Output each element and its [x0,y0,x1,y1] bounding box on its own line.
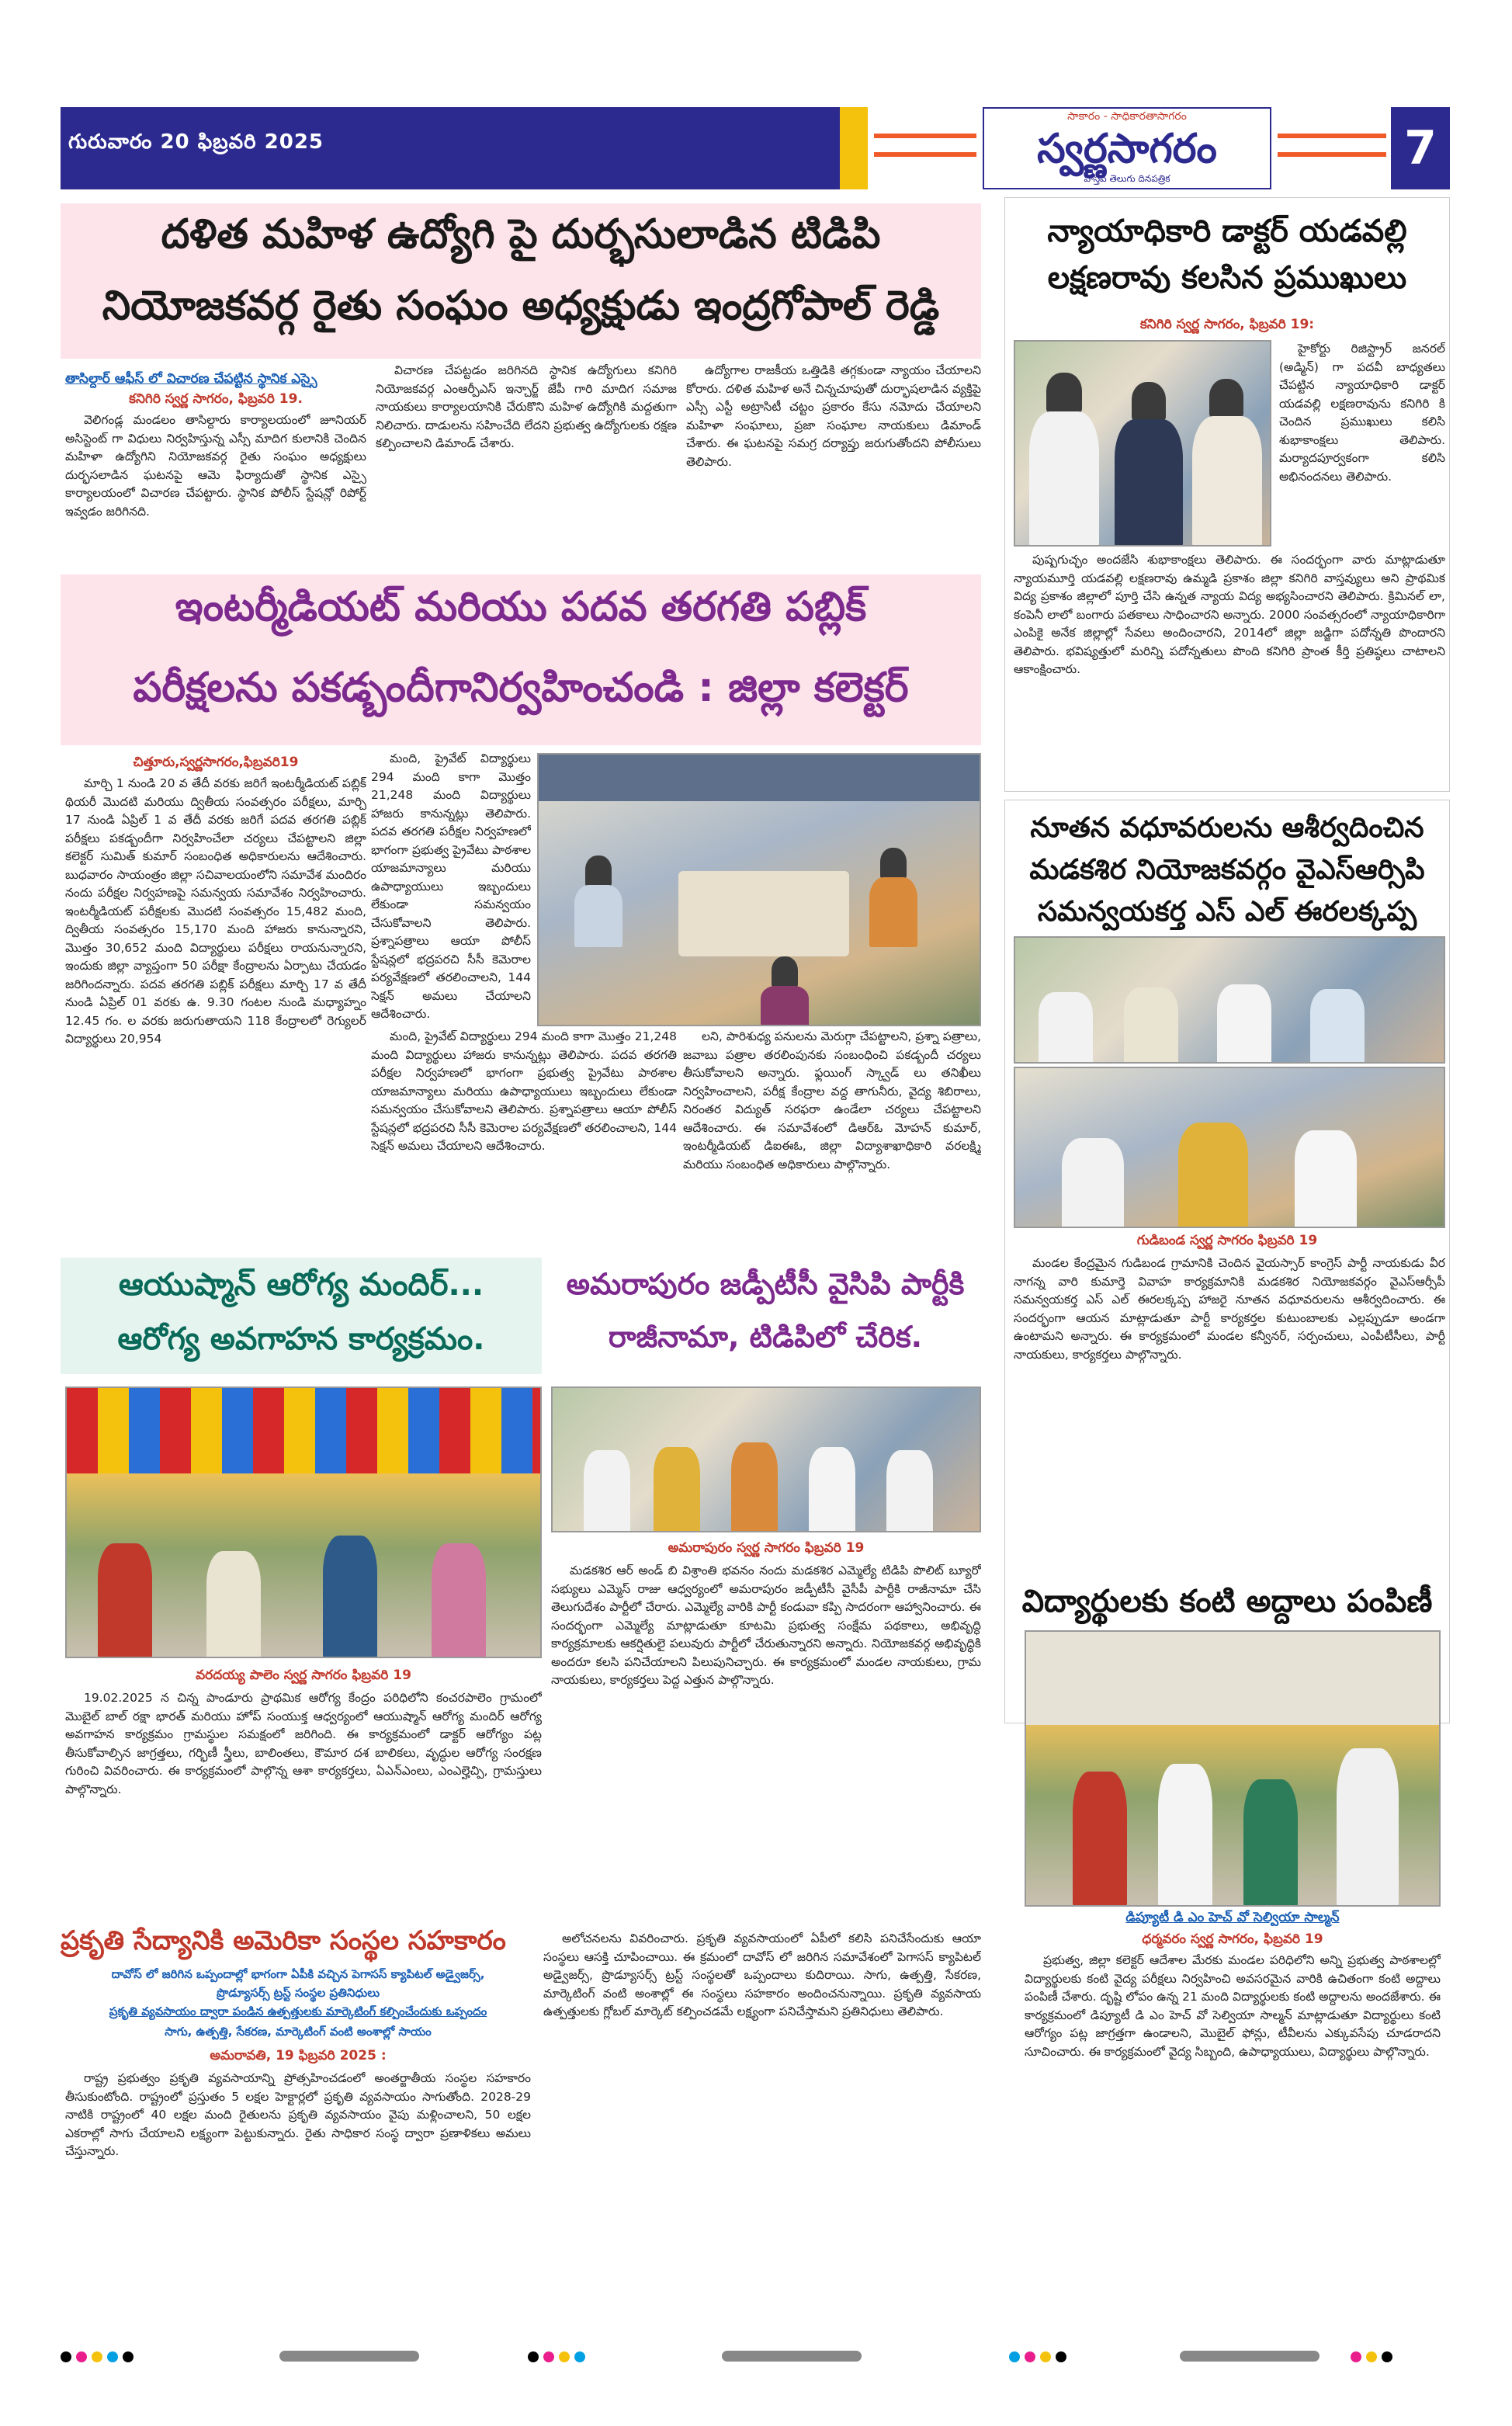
subheadline: దావోస్ లో జరిగిన ఒప్పందాల్లో భాగంగా ఏపీకి వచ్చిన పెగాసస్ క్యాపిటల్ అడ్వైజర్స్, [111,1967,485,1981]
logo-name: స్వర్ణసాగరం [1037,125,1217,172]
article-title: న్యాయాధికారి డాక్టర్ యడవల్లి లక్షణరావు కలసిన ప్రముఖులు [1047,213,1407,296]
dateline: అమరాపురం స్వర్ణ సాగరం ఫిబ్రవరి 19 [668,1540,865,1556]
news-photo [65,1387,542,1658]
article-column [65,775,366,1245]
headline-line1: అమరాపురం జడ్పీటీసీ వైసిపి పార్టీకి [566,1267,965,1301]
article-column [1014,1255,1445,1553]
news-photo [1014,1067,1445,1228]
article-title: విద్యార్థులకు కంటి అద్దాలు పంపిణీ [1021,1584,1433,1619]
photo-caption: డిప్యూటీ డి ఎం హెచ్ వో సెల్వియా సాల్మన్ [1125,1910,1340,1925]
dateline: గుడిబండ స్వర్ణ సాగరం ఫిబ్రవరి 19 [1136,1233,1318,1248]
article-column [551,1562,981,1913]
article-text: అలోచనలను వివరించారు. ప్రకృతి వ్యవసాయంలో ఏపీలో కలిసి పనిచేసేందుకు ఆయా సంస్థలు ఆసక్తి చూపించాయి. ఈ క్రమంలో దావోస్ లో జరిగిన సమావేశంలో పెగాసస్ క్యాపిటల్ అడ్వైజర్స్, ప్రొడ్యూసర్స్ ట్రస్ట్ సంస్థలతో ఒప్పందాలు కుదిరాయి. సాగు, ఉత్పత్తి, సేకరణ, మార్కెటింగ్ వంటి అంశాల్లో ఈ సంస్థలు సహకారం అందించనున్నాయి. ప్రకృతి వ్యవసాయ ఉత్పత్తులకు గ్లోబల్ మార్కెట్ కల్పించడమే లక్ష్యంగా పనిచేస్తామని ప్రతినిధులు తెలిపారు. [543,1931,981,2018]
article-text: ఉద్యోగాల రాజకీయ ఒత్తిడికి తగ్గకుండా న్యాయం చేయాలని కోరారు. దళిత మహిళ అనే చిన్నచూపుతో దుర్భాషలాడిన వ్యక్తిపై ఎస్సీ ఎస్టీ అట్రాసిటీ చట్టం ప్రకారం కేసు నమోదు చేయాలని మహిళా సంఘాలు, ప్రజా సంఘాల నాయకులు డిమాండ్ చేశారు. ఈ ఘటనపై సమగ్ర దర్యాప్తు జరుగుతోందని పోలీసులు తెలిపారు. [686,363,981,469]
article-text: మార్చి 1 నుండి 20 వ తేదీ వరకు జరిగే ఇంటర్మీడియట్ పబ్లిక్ థియరీ మొదటి మరియు ద్వితీయ సంవత్సరం పరీక్షలు, మార్చి 17 నుండి ఏప్రిల్ 1 వ తేదీ వరకు జరిగే పదవ తరగతి పబ్లిక్ పరీక్షలు పకడ్బందీగా నిర్వహించేలా చర్యలు చేపట్టాలని జిల్లా కలెక్టర్ సుమిత్ కుమార్ సంబంధిత అధికారులను ఆదేశించారు. బుధవారం సాయంత్రం జిల్లా సచివాలయంలోని సమావేశ మందిరం నందు పరీక్షల నిర్వహణపై సమన్వయ సమావేశం నిర్వహించారు. ఇంటర్మీడియట్ పరీక్షలకు మొదటి సంవత్సరం 15,482 మంది, ద్వితీయ సంవత్సరం 15,170 మంది హాజరు కానున్నారని, మొత్తం 30,652 మంది విద్యార్థులు పరీక్షలు రాయనున్నారని, ఇందుకు జిల్లా వ్యాప్తంగా 50 పరీక్షా కేంద్రాలను ఏర్పాటు చేయడం జరిగిందన్నారు. పదవ తరగతి పబ్లిక్ పరీక్షలు మార్చి 17 వ తేదీ నుండి ఏప్రిల్ 01 వరకు ఉ. 9.30 గంటల నుండి మధ్యాహ్నం 12.45 గం. ల వరకు జరుగుతాయని 118 కేంద్రాలలో రెగ్యులర్ విద్యార్థులు 20,954 [65,776,366,1046]
article-column [683,1028,981,1245]
article-column [543,1930,981,2326]
headline-line2: నియోజకవర్గ రైతు సంఘం అధ్యక్షుడు ఇంద్రగోపాల్ రెడ్డి [102,283,940,329]
article-text: మంది, ప్రైవేట్ విద్యార్థులు 294 మంది కాగా మొత్తం 21,248 మంది విద్యార్థులు హాజరు కానున్నట్లు తెలిపారు. పదవ తరగతి పరీక్షల నిర్వహణలో భాగంగా ప్రభుత్వ ప్రైవేటు పాఠశాల యాజమాన్యాలు మరియు ఉపాధ్యాయులు ఇబ్బందులు లేకుండా సమన్వయం చేసుకోవాలని తెలిపారు. ప్రశ్నాపత్రాలు ఆయా పోలీస్ స్టేషన్లలో భద్రపరచి సీసీ కెమెరాల పర్యవేక్షణలో తరలించాలని, 144 సెక్షన్ అమలు చేయాలని ఆదేశించారు. [371,1029,677,1153]
article-column [371,750,531,1022]
article-title: నూతన వధూవరులను ఆశీర్వదించిన మడకశిర నియోజకవర్గం వైఎస్ఆర్సిపి సమన్వయకర్త ఎస్ ఎల్ ఈరలక్కప్ప [1029,812,1425,928]
issue-date: గురువారం 20 ఫిబ్రవరి 2025 [68,130,324,154]
article-text: మంది, ప్రైవేట్ విద్యార్థులు 294 మంది కాగా మొత్తం 21,248 మంది విద్యార్థులు హాజరు కానున్నట్లు తెలిపారు. పదవ తరగతి పరీక్షల నిర్వహణలో భాగంగా ప్రభుత్వ ప్రైవేటు పాఠశాల యాజమాన్యాలు మరియు ఉపాధ్యాయులు ఇబ్బందులు లేకుండా సమన్వయం చేసుకోవాలని తెలిపారు. ప్రశ్నాపత్రాలు ఆయా పోలీస్ స్టేషన్లలో భద్రపరచి సీసీ కెమెరాల పర్యవేక్షణలో తరలించాలని, 144 సెక్షన్ అమలు చేయాలని ఆదేశించారు. [371,751,531,1021]
article-text: ప్రభుత్వ, జిల్లా కలెక్టర్ ఆదేశాల మేరకు మండల పరిధిలోని అన్ని ప్రభుత్వ పాఠశాలల్లో విద్యార్థులకు కంటి వైద్య పరీక్షలు నిర్వహించి అవసరమైన వారికి ఉచితంగా కంటి అద్దాలు పంపిణీ చేశారు. దృష్టి లోపం ఉన్న 21 మంది విద్యార్థులకు కంటి అద్దాలను అందజేశారు. ఈ కార్యక్రమంలో డిప్యూటీ డి ఎం హెచ్ వో సెల్వియా సాల్మన్ మాట్లాడుతూ విద్యార్థులు కంటి ఆరోగ్యం పట్ల జాగ్రత్తగా ఉండాలని, మొబైల్ ఫోన్లు, టీవీలను ఎక్కువసేపు చూడరాదని సూచించారు. ఈ కార్యక్రమంలో వైద్య సిబ్బంది, ఉపాధ్యాయులు, విద్యార్థులు పాల్గొన్నారు. [1025,1953,1441,2059]
article-text: రాష్ట్ర ప్రభుత్వం ప్రకృతి వ్యవసాయాన్ని ప్రోత్సహించడంలో అంతర్జాతీయ సంస్థల సహకారం తీసుకుంటోంది. రాష్ట్రంలో ప్రస్తుతం 5 లక్షల హెక్టార్లలో ప్రకృతి వ్యవసాయం సాగుతోంది. 2028-29 నాటికి రాష్ట్రంలో 40 లక్షల మంది రైతులను ప్రకృతి వ్యవసాయం వైపు మళ్లించాలని, 50 లక్షల ఎకరాల్లో సాగు చేయాలని లక్ష్యంగా పెట్టుకున్నారు. రైతు సాధికార సంస్థ ద్వారా ప్రణాళికలు అమలు చేస్తున్నారు. [65,2071,531,2158]
subheadline: తాసిల్దార్ ఆఫీస్ లో విచారణ చేపట్టిన స్థానిక ఎస్సై [65,371,317,387]
article-text: 19.02.2025 న చిన్న పాండూరు ప్రాథమిక ఆరోగ్య కేంద్రం పరిధిలోని కంచరపాలెం గ్రామంలో మొబైల్ బాల్ రక్షా భారత్ మరియు హోప్ సంయుక్త ఆధ్వర్యంలో ఆయుష్మాన్ ఆరోగ్య మందిర్ ఆరోగ్య అవగాహన కార్యక్రమం గ్రామస్థుల సమక్షంలో జరిగింది. ఈ కార్యక్రమంలో డాక్టర్ ఆరోగ్యం పట్ల తీసుకోవాల్సిన జాగ్రత్తలు, గర్భిణీ స్త్రీలు, బాలింతలు, కౌమార దశ బాలికలు, వృద్ధుల ఆరోగ్య సంరక్షణ గురించి వివరించారు. ఈ కార్యక్రమంలో పాల్గొన్న ఆశా కార్యకర్తలు, ఏఎన్ఎంలు, ఎంఎల్హెచ్పి, గ్రామస్తులు పాల్గొన్నారు. [65,1691,542,1796]
article-column [376,362,677,567]
article-text: విచారణ చేపట్టడం జరిగినది స్థానిక ఉద్యోగులు కనిగిరి నియోజకవర్గ ఎంఆర్పీఎస్ ఇన్చార్జ్ జేపీ గారి మాదిగ సమాజ నాయకులు కార్యాలయానికి చేరుకొని మహిళ ఉద్యోగికి మద్దతుగా నిలిచారు. దాడులను సహించేది లేదని ప్రభుత్వ ఉద్యోగులకు రక్షణ కల్పించాలని డిమాండ్ చేశారు. [376,363,677,450]
print-marks [722,2351,862,2363]
article-text: హైకోర్టు రిజిస్ట్రార్ జనరల్ (అడ్మిన్) గా పదవీ బాధ్యతలు చేపట్టిన న్యాయాధికారి డాక్టర్ యడవల్లి లక్షణరావును కనిగిరి కి చెందిన ప్రముఖులు కలిసి శుభాకాంక్షలు తెలిపారు. మర్యాదపూర్వకంగా కలిసి అభినందనలు తెలిపారు. [1279,342,1445,484]
dateline: ధర్మవరం స్వర్ణ సాగరం, ఫిబ్రవరి 19 [1142,1931,1323,1947]
print-marks [279,2351,419,2363]
article-title: ప్రకృతి సేద్యానికి అమెరికా సంస్థల సహకారం [61,1925,506,1956]
headline-line2: పరీక్షలను పకడ్బందీగానిర్వహించండి : జిల్లా కలెక్టర్ [133,665,909,711]
subheadline: ప్రకృతి వ్యవసాయం ద్వారా పండిన ఉత్పత్తులకు మార్కెటింగ్ కల్పించేందుకు ఒప్పందం [109,2004,487,2018]
article-text: పుష్పగుచ్ఛం అందజేసి శుభాకాంక్షలు తెలిపారు. ఈ సందర్భంగా వారు మాట్లాడుతూ న్యాయమూర్తి యడవల్లి లక్షణరావు ఉమ్మడి ప్రకాశం జిల్లా కనిగిరి వాస్తవ్యులు అని ప్రాథమిక విద్య ప్రకాశం జిల్లాలో పూర్తి చేసి ఉన్నత న్యాయ విద్య అభ్యసించారని తెలిపారు. క్రిమినల్ లా, కంపెనీ లాలో బంగారు పతకాలు సాధించారని అన్నారు. 2000 సంవత్సరంలో న్యాయాధికారిగా ఎంపికై అనేక జిల్లాల్లో సేవలు అందించారని, 2014లో జిల్లా జడ్జిగా పదోన్నతి పొందారని తెలిపారు. భవిష్యత్తులో మరిన్ని పదోన్నతులు పొంది కనిగిరి ప్రాంత కీర్తి ప్రతిష్ఠలు చాటాలని ఆకాంక్షించారు. [1014,553,1445,676]
article-column [686,362,981,567]
article-text: మండల కేంద్రమైన గుడిబండ గ్రామానికి చెందిన వైయస్సార్ కాంగ్రెస్ పార్టీ నాయకుడు వీర నాగన్న వారి కుమార్తె వివాహ కార్యక్రమానికి మడకశిర నియోజకవర్గం వైఎస్ఆర్సీపీ సమన్వయకర్త ఎస్ ఎల్ ఈరలక్కప్ప హాజరై నూతన వధూవరులను ఆశీర్వదించారు. ఈ సందర్భంగా ఆయన మాట్లాడుతూ పార్టీ కార్యకర్తల కుటుంబాలకు ఎల్లప్పుడూ అండగా ఉంటామని అన్నారు. ఈ కార్యక్రమంలో మండల కన్వీనర్, సర్పంచులు, ఎంపీటీసీలు, పార్టీ నాయకులు, కార్యకర్తలు పాల్గొన్నారు. [1014,1256,1445,1362]
news-photo [551,1387,981,1532]
masthead-stripe [840,107,868,189]
print-marks [61,2351,138,2363]
dateline: చిత్తూరు,స్వర్ణసాగరం,ఫిబ్రవరి19 [133,755,299,770]
news-photo [1025,1630,1441,1907]
page-number: 7 [1391,107,1450,189]
article-text: లని, పారిశుధ్య పనులను మెరుగ్గా చేపట్టాలని, ప్రశ్నా పత్రాలు, జవాబు పత్రాల తరలింపునకు సంబంధించి పకడ్బందీ చర్యలు తీసుకోవాలని అన్నారు. ఫ్లయింగ్ స్క్వాడ్ లు తనిఖీలు నిర్వహించాలని, పరీక్ష కేంద్రాల వద్ద తాగునీరు, వైద్య శిబిరాలు, నిరంతర విద్యుత్ సరఫరా ఉండేలా చర్యలు చేపట్టాలని ఆదేశించారు. ఈ సమావేశంలో డిఆర్ఓ మోహన్ కుమార్, ఇంటర్మీడియట్ డిఐఈఓ, జిల్లా విద్యాశాఖాధికారి వరలక్ష్మి మరియు సంబంధిత అధికారులు పాల్గొన్నారు. [683,1029,981,1171]
article-column [65,2070,531,2326]
article-column [65,411,366,567]
subheadline: ప్రొడ్యూసర్స్ ట్రస్ట్ సంస్థల ప్రతినిధులు [216,1986,380,2000]
dateline: కనిగిరి స్వర్ణ సాగరం, ఫిబ్రవరి 19. [129,391,303,407]
article-column [1014,551,1445,784]
subheadline: సాగు, ఉత్పత్తి, సేకరణ, మార్కెటింగ్ వంటి అంశాల్లో సాయం [165,2025,432,2039]
dateline: కనిగిరి స్వర్ణ సాగరం, ఫిబ్రవరి 19: [1139,317,1315,332]
article-text: మడకశిర ఆర్ అండ్ బి విశ్రాంతి భవనం నందు మడకశిర ఎమ్మెల్యే టిడిపి పొలిట్ బ్యూరో సభ్యులు ఎమ్మెస్ రాజు ఆధ్వర్యంలో అమరాపురం జడ్పీటీసీ వైసీపీ పార్టీకి రాజీనామా చేసి తెలుగుదేశం పార్టీలో చేరారు. ఎమ్మెల్యే వారికి పార్టీ కండువా కప్పి సాదరంగా ఆహ్వానించారు. ఈ సందర్భంగా ఎమ్మెల్యే మాట్లాడుతూ కూటమి ప్రభుత్వ సంక్షేమ పథకాలు, అభివృద్ధి కార్యక్రమాలకు ఆకర్షితులై పలువురు పార్టీలో చేరుతున్నారని అన్నారు. నియోజకవర్గ అభివృద్ధికి అందరూ కలసి పనిచేయాలని పిలుపునిచ్చారు. ఈ కార్యక్రమంలో మండల నాయకులు, గ్రామ నాయకులు, కార్యకర్తలు పెద్ద ఎత్తున పాల్గొన్నారు. [551,1564,981,1687]
logo-subtitle: వాస్తవ తెలుగు దినపత్రిక [1084,173,1170,184]
news-photo [1014,340,1271,547]
print-marks [528,2351,590,2363]
dateline: వరదయ్య పాలెం స్వర్ణ సాగరం ఫిబ్రవరి 19 [196,1668,411,1683]
news-photo [1014,936,1445,1064]
headline-line2: రాజీనామా, టిడిపిలో చేరిక. [608,1320,923,1354]
print-marks [1009,2351,1071,2363]
dateline: అమరావతి, 19 ఫిబ్రవరి 2025 : [210,2048,387,2063]
headline-line1: దళిత మహిళ ఉద్యోగి పై దుర్భసులాడిన టిడిపి [161,211,881,258]
news-photo [537,753,981,1026]
article-text: వెలిగండ్ల మండలం తాసిల్దారు కార్యాలయంలో జూనియర్ అసిస్టెంట్ గా విధులు నిర్వహిస్తున్న ఎస్సీ మాదిగ కులానికి చెందిన మహిళా ఉద్యోగిని నియోజకవర్గ రైతు సంఘం అధ్యక్షులు దుర్భసలాడిన ఘటనపై ఆమె ఫిర్యాదుతో స్థానిక ఎస్సై కార్యాలయంలో విచారణ చేపట్టారు. స్థానిక పోలీస్ స్టేషన్లో రిపోర్ట్ ఇవ్వడం జరిగినది. [65,413,366,519]
print-marks [1351,2351,1397,2363]
article-column [65,1689,542,1913]
article-column [371,1028,677,1245]
article-column [1279,340,1445,547]
accent-line [1278,152,1386,157]
accent-line [874,152,976,157]
article-column [1025,1952,1441,2317]
headline-line1: ఇంటర్మీడియట్ మరియు పదవ తరగతి పబ్లిక్ [175,584,867,630]
print-marks [1180,2351,1320,2363]
logo-tagline: సాకారం - సాధికారతాసాగరం [1067,110,1187,123]
headline-line1: ఆయుష్మాన్ ఆరోగ్య మందిర్... [118,1267,484,1303]
accent-line [1278,134,1386,138]
newspaper-logo [983,107,1271,189]
accent-line [874,134,976,138]
headline-line2: ఆరోగ్య అవగాహన కార్యక్రమం. [117,1321,485,1357]
